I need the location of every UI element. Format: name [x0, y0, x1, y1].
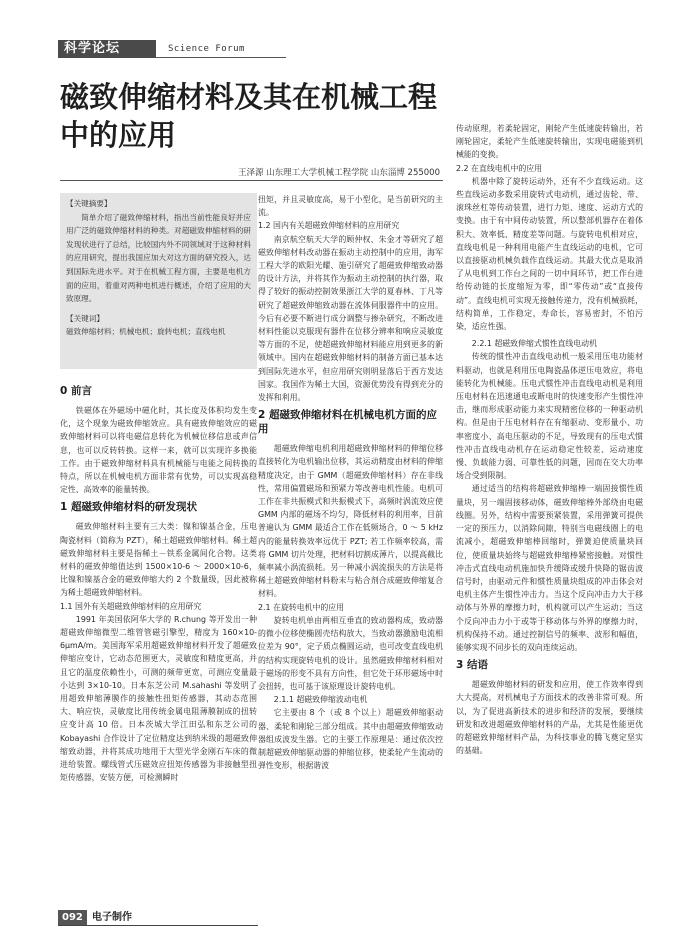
section-heading-1: 1 超磁致伸缩材料的研发现状: [60, 501, 197, 514]
paragraph: 旋转电机单由两相互垂直的致动器构成，致动器的微小位移使椭圆壳结构放大，当致动器激励电流相位差为 90°，定子质点椭圆运动，也可改变直线电机的结构实现旋转电机的设计。虽然磁致伸缩材料相对于磁场的形变不具有方向性，但它处于环形磁场中时会扭转，也可基于该原理设计旋转电机。: [258, 615, 443, 691]
column-1: [60, 380, 257, 784]
paragraph: 它主要由 8 个（或 8 个以上）超磁致伸缩驱动器、柔轮和刚轮三部分组成。其中由超磁致伸缩致动器组成波发生器。它的主要工作原理是：通过依次控制超磁致伸缩驱动器的伸缩位移，使柔轮产生流动的弹性变形，根据谐波: [258, 708, 443, 771]
paragraph: 铁磁体在外磁场中磁化时，其长度及体积均发生变化，这个现象为磁致伸缩效应。具有磁致伸缩效应的磁致伸缩材料可以将电磁信息转化为机械位移信息或声信息，也可以反转转换。这样一来，就可以实现许多换能工作。由于磁致伸缩材料具有机械能与电能之间转换的特点，所以在机械电机方面非常有优势，可以实现高稳定性、高效率的能量转换。: [60, 406, 257, 495]
article-title: 磁致伸缩材料及其在机械工程中的应用: [60, 80, 438, 152]
keywords-text: 磁致伸缩材料；机械电机；旋转电机；直线电机: [66, 327, 226, 337]
paragraph: 通过适当的结构将超磁致伸缩棒一端固接惯性质量块，另一端固接移动体，磁致伸缩棒外部绕由电磁线圈。另外，结构中需要预紧装置，采用弹簧可提供一定的预压力，以消除间隙，特别当电磁线圈上的电流减小，超磁致伸缩棒回缩时，弹簧迫使质量块回位，使质量块始终与超磁致伸缩棒紧密接触。对惯性冲击式直线电动机施加快升缓降或缓升快降的锯齿波信号时，由驱动元件和惯性质量块组成的冲击体会对电机主体产生惯性冲击力。当这个反向冲击力大于移动体与外界的摩擦力时，机构就可以产生运动；当这个反向冲击力小于或等于移动体与外界的摩擦力时，机构保持不动。通过控制信号的频率、波形和幅值，能够实现不同步长的双向连续运动。: [456, 484, 643, 652]
page-number: 092: [58, 910, 87, 925]
section-tag: 科学论坛: [58, 40, 156, 58]
section-heading-2: 2 超磁致伸缩材料在机械电机方面的应用: [258, 409, 437, 436]
header-divider: [156, 57, 286, 58]
section-heading-3: 3 结语: [456, 659, 488, 672]
column-2: [258, 193, 443, 772]
subsubsection-heading-2-1-1: 2.1.1 超磁致伸缩波动电机: [273, 695, 368, 705]
paragraph: 南京航空航天大学的顾仲权、朱金才等研究了超磁致伸缩材料改动器在振动主动控制中的应用，海军工程大学的欧阳光耀、施引研究了超磁致伸缩致动器的设计方法，并将其作为振动主动控制的执行器，取得了较好的振动控制效果浙江大学的夏春林、丁凡等研究了超磁致伸缩致动器在流体伺服器件中的应用。今后有必要不断进行成分调整与掺杂研究，不断改进材料性能以克服现有器件在位移分辨率和响应灵敏度等方面的不足，使超磁致伸缩材料能应用到更多的新领域中。国内在超磁致伸缩材料的制备方面已基本达到国际先进水平，但应用研究则明显落后于西方发达国家。我国作为稀土大国，资源优势没有得到充分的发挥和利用。: [258, 234, 443, 403]
paragraph: 机器中除了旋转运动外，还有不少直线运动。这些直线运动多数采用旋转式电动机，通过齿轮、带、滚珠丝杠等传动装置，进行力矩、速度、运动方式的变换。由于有中间传动装置，所以整部机器存在着体积大、效率低、精度差等问题。与旋转电机相对应，直线电机是一种利用电能产生直线运动的电机，它可以直接驱动机械负载作直线运动。其最大优点是取消了从电机到工作台之间的一切中间环节，把工作台进给传动链的长度缩短为零，即“零传动”或“直接传动”。直线电机可实现无接触传递力，没有机械损耗，结构简单，工作稳定，寿命长，容易密封，不怕污染，适应性强。: [456, 176, 643, 332]
subsubsection-heading-2-2-1: 2.2.1 超磁致伸缩式惯性直线电动机: [471, 339, 597, 349]
footer-divider: [58, 925, 258, 926]
abstract-text: 简单介绍了磁致伸缩材料，指出当前性能良好并应用广泛的磁致伸缩材料的种类。对超磁致伸缩材料的研发现状进行了总结，比较国内外不同领域对于这种材料的应用研究，提出我国应加大对这方面的研究投入，达到国际先进水平。对于在机械工程方面，主要是电机方面的应用，着重对两种电机进行概述，介绍了应用的大致原理。: [66, 212, 251, 304]
column-3: [456, 122, 643, 757]
subsection-heading-2-2: 2.2 在直线电机中的应用: [456, 163, 543, 173]
paragraph: 超磁致伸缩电机利用超磁致伸缩材料的伸缩位移直接转化为电机输出位移，其运动精度由材料的伸缩精度决定，由于 GMM（超磁致伸缩材料）存在非线性，常用偏置磁场和预紧力等改善电机性能。电机可工作在非共振模式和共振模式下，高频时涡流效应使 GMM 内部的磁场不均匀，降低材料的利用率，目前普遍认为 GMM 最适合工作在低频场合，0 ～ 5 kHz 内的能量转换效率远优于 PZT; 若工作频率较高，需将 GMM 切片处理，把材料切割成薄片，以提高截比频率减小涡流损耗。另一种减小涡流损失的方法是将稀土超磁致伸缩材料粉末与粘合剂合成磁致伸缩复合材料。: [258, 444, 443, 599]
subsection-heading-2-1: 2.1 在旋转电机中的应用: [258, 602, 345, 612]
journal-name: 电子制作: [92, 912, 132, 923]
paragraph: 传动原理，若柔轮固定，刚轮产生低速旋转输出，若刚轮固定，柔轮产生低速旋转输出，实现电磁能到机械能的变换。: [456, 124, 643, 160]
paragraph: 磁致伸缩材料主要有三大类：镍和镍基合金，压电陶瓷材料（简称为 PZT），稀土超磁致伸缩材料。稀土超磁致伸缩材料主要是指稀土－铁系金属间化合物。这类材料的磁致伸缩值达到 1500×10-6 ～ 2000×10-6，比镍和镍基合金的磁致伸缩大约 2 个数量级，因此被称为稀土超磁致伸缩材料。: [60, 522, 257, 598]
subsection-heading-1-1: 1.1 国外有关超磁致伸缩材料的应用研究: [60, 601, 202, 611]
paragraph: 扭矩，并且灵敏度高，易于小型化，是当前研究的主流。: [258, 195, 443, 218]
subsection-heading-1-2: 1.2 国内有关超磁致伸缩材料的应用研究: [258, 221, 400, 231]
section-header: [58, 40, 286, 58]
paragraph: 超磁致伸缩材料的研发和应用，使工作效率得到大大提高，对机械电子方面技术的改善非常可观。所以，为了促进高新技术的进步和经济的发展，要继续研发和改进超磁致伸缩材料的产品，尤其是性能更优的超磁致伸缩材料产品，为科技事业的腾飞奠定坚实的基础。: [456, 680, 643, 756]
keywords-label: 【关键词】: [66, 313, 104, 323]
paragraph: 传统的惯性冲击直线电动机一般采用压电功能材料驱动，也就是利用压电陶瓷晶体逆压电效应，将电能转化为机械能。压电式惯性冲击直线电动机是利用压电材料在迅速通电或断电时的快速变形产生惯性冲击，继而形成驱动能力来实现精密位移的一种驱动机构。但是由于压电材料存在有缩驱动、变形量小、功率密度小、高电压驱动的不足，导致现有的压电式惯性冲击直线电动机存在运动稳定性较差、运动速度慢、负载能力弱、可靠性低的问题，因而在交大功率场合受到限制。: [456, 352, 643, 481]
abstract-label: 【关键摘要】: [66, 199, 112, 208]
title-divider: [60, 180, 443, 181]
author-line: 王泽源 山东理工大学机械工程学院 山东淄博 255000: [237, 168, 440, 178]
section-tag-english: Science Forum: [168, 44, 245, 54]
section-heading-0: 0 前言: [60, 385, 92, 397]
paragraph: 1991 年美国依阿华大学的 R.chung 等开发出一种超磁致伸缩微型二维管管磁引擎型，精度为 160×10-6μmA/m。美国海军采用超磁致伸缩材料开发了超磁致伸缩应变计，它动态范围更大，灵敏度和精度更高，并且它的温度依赖性小，可测的频带更宽，可测应变量最小达到 3×10-10。日本东芝公司 M.sahashi 等发明了用超致伸缩薄膜作的接触性扭矩传感器，其动态范围大、响应快，灵敏度比用传统金属电阻薄膜制成的扭转应变计高 10 倍。日本茨城大学江田弘和东芝公司的 Kobayashi 合作设计了定位精度达到纳米级的超磁致伸缩致动器，并将其成功地用于大型光学金刚石车床的微进给装置。螺线管式压磁效应扭矩传感器为非接触型扭矩传感器，安装方便，可检测瞬时: [60, 614, 257, 783]
abstract-box: [60, 193, 257, 369]
page-footer: [58, 910, 258, 926]
